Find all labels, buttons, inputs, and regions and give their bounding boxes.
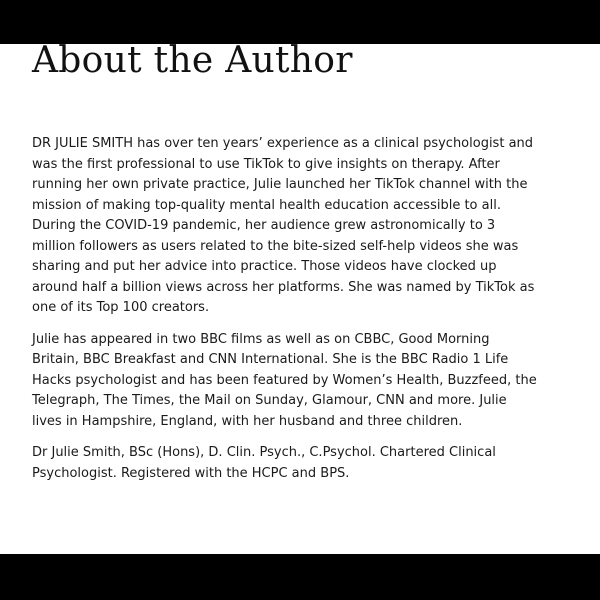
page-title: About the Author bbox=[32, 44, 353, 81]
bio-paragraph-1 bbox=[32, 134, 578, 319]
text-line: one of its Top 100 creators. bbox=[32, 300, 210, 315]
text-line: Psychologist. Registered with the HCPC and BPS. bbox=[32, 465, 350, 481]
text-line: lives in Hampshire, England, with her husband and three children. bbox=[32, 413, 463, 429]
text-line: million followers as users related to the bite-sized self-help videos she was bbox=[32, 238, 519, 254]
text-line: Britain, BBC Breakfast and CNN International. She is the BBC Radio 1 Life bbox=[32, 352, 509, 367]
text-line: sharing and put her advice into practice. Those videos have clocked up bbox=[32, 259, 497, 274]
text-line: around half a billion views across her platforms. She was named by TikTok as bbox=[32, 279, 535, 295]
text-line: running her own private practice, Julie launched her TikTok channel with the bbox=[32, 177, 528, 192]
text-line: Telegraph, The Times, the Mail on Sunday, Glamour, CNN and more. Julie bbox=[32, 393, 507, 408]
text-line: Dr Julie Smith, BSc (Hons), D. Clin. Psych., C.Psychol. Chartered Clinical bbox=[32, 445, 496, 460]
text-line: Julie has appeared in two BBC films as well as on CBBC, Good Morning bbox=[32, 331, 490, 347]
text-line: During the COVID-19 pandemic, her audience grew astronomically to 3 bbox=[32, 218, 496, 233]
text-line: DR JULIE SMITH has over ten years’ experience as a clinical psychologist and bbox=[32, 136, 534, 151]
text-line: mission of making top-quality mental health education accessible to all. bbox=[32, 197, 501, 213]
credentials-paragraph bbox=[32, 443, 578, 484]
author-bio bbox=[32, 134, 578, 495]
text-line: Hacks psychologist and has been featured by Women’s Health, Buzzfeed, the bbox=[32, 372, 537, 388]
page bbox=[0, 44, 600, 554]
text-line: was the first professional to use TikTok to give insights on therapy. After bbox=[32, 156, 500, 172]
bio-paragraph-2 bbox=[32, 330, 578, 433]
